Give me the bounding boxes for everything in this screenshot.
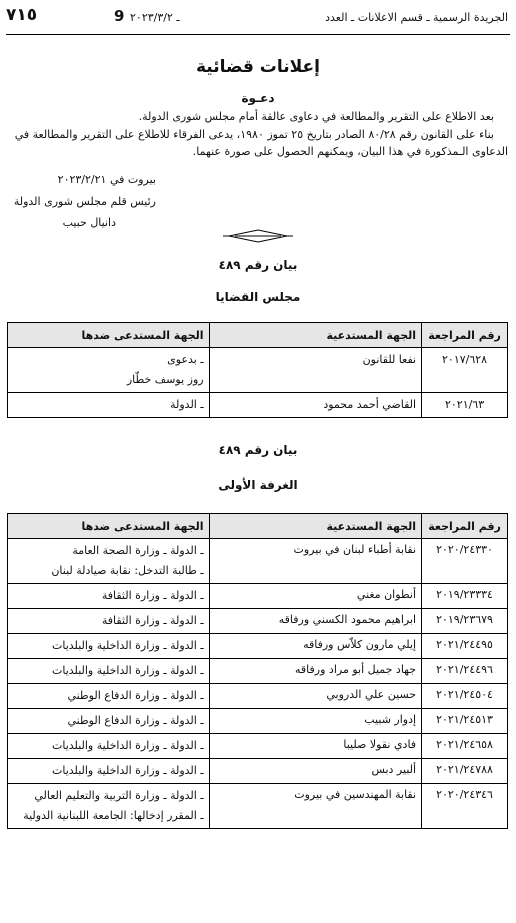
plaintiff-cell: فادي نقولا صليبا bbox=[209, 734, 422, 759]
ref-cell: ٢٠٢١/٦٣ bbox=[422, 393, 508, 418]
defendant-cell bbox=[8, 584, 210, 609]
plaintiff-cell: جهاد جميل أبو مراد ورفاقه bbox=[209, 659, 422, 684]
table-row bbox=[8, 734, 508, 759]
defendant-line: ـ بدعوى bbox=[167, 353, 204, 366]
column-header-ref: رقم المراجعة bbox=[422, 514, 508, 539]
notice-place-date: بيروت في ٢٠٢٣/٢/٢١ bbox=[57, 173, 156, 186]
statement-1-section: مجلس القضايا bbox=[215, 290, 301, 304]
defendant-line: ـ الدولة bbox=[170, 398, 204, 411]
ref-cell: ٢٠٢٠/٢٤٣٣٠ bbox=[422, 539, 508, 584]
plaintiff-cell: نفعا للقانون bbox=[209, 348, 422, 393]
page-header bbox=[6, 5, 510, 30]
table-row bbox=[8, 634, 508, 659]
ref-cell: ٢٠١٧/٦٢٨ bbox=[422, 348, 508, 393]
notice-paragraph-2: بناء على القانون رقم ٨٠/٢٨ الصادر بتاريخ ٢٥ تموز ١٩٨٠، يدعى الفرقاء للاطلاع على التقرير والمطالعة في الدعاوى الـمذكورة في هذا البيان، ويمكنهم الحصول على صورة عنهما. bbox=[14, 128, 508, 158]
defendant-cell bbox=[8, 709, 210, 734]
page-number: ٧١٥ bbox=[6, 5, 38, 25]
defendant-line: ـ الدولة ـ وزارة الدفاع الوطني bbox=[67, 714, 204, 727]
plaintiff-cell: نقابة أطباء لبنان في بيروت bbox=[209, 539, 422, 584]
defendant-cell bbox=[8, 784, 210, 829]
plaintiff-cell: حسين علي الدروبي bbox=[209, 684, 422, 709]
defendant-cell bbox=[8, 659, 210, 684]
table-row bbox=[8, 684, 508, 709]
ref-cell: ٢٠٢٠/٢٤٣٤٦ bbox=[422, 784, 508, 829]
column-header-plaintiff: الجهة المستدعية bbox=[209, 323, 422, 348]
table-row bbox=[8, 709, 508, 734]
column-header-plaintiff: الجهة المستدعية bbox=[209, 514, 422, 539]
signatory-name: دانيال حبيب bbox=[62, 216, 116, 229]
ref-cell: ٢٠٢١/٢٤٧٨٨ bbox=[422, 759, 508, 784]
header-gazette-text: الجريدة الرسمية ـ قسم الاعلانات ـ العدد bbox=[325, 11, 508, 24]
ref-cell: ٢٠١٩/٢٣٣٣٤ bbox=[422, 584, 508, 609]
defendant-cell bbox=[8, 634, 210, 659]
ref-cell: ٢٠٢١/٢٤٥٠٤ bbox=[422, 684, 508, 709]
ref-cell: ٢٠٢١/٢٤٤٩٥ bbox=[422, 634, 508, 659]
column-header-ref: رقم المراجعة bbox=[422, 323, 508, 348]
table-header-row bbox=[8, 514, 508, 539]
defendant-line: ـ الدولة ـ وزارة التربية والتعليم العالي bbox=[34, 789, 204, 802]
defendant-cell bbox=[8, 393, 210, 418]
statement-2-section: الغرفة الأولى bbox=[218, 478, 298, 492]
notice-heading: دعـوة bbox=[241, 91, 275, 105]
table-row bbox=[8, 348, 508, 393]
column-header-defendant: الجهة المستدعى ضدها bbox=[8, 323, 210, 348]
plaintiff-cell: نقابة المهندسين في بيروت bbox=[209, 784, 422, 829]
statement-1-table bbox=[7, 322, 508, 418]
defendant-cell bbox=[8, 734, 210, 759]
table-row bbox=[8, 393, 508, 418]
plaintiff-cell: ابراهيم محمود الكسني ورفاقه bbox=[209, 609, 422, 634]
plaintiff-cell: ألبير دبس bbox=[209, 759, 422, 784]
table-header-row bbox=[8, 323, 508, 348]
section-divider-ornament bbox=[0, 229, 516, 249]
table-row bbox=[8, 784, 508, 829]
defendant-cell bbox=[8, 684, 210, 709]
defendant-line: ـ الدولة ـ وزارة الصحة العامة bbox=[72, 544, 204, 557]
defendant-line: ـ الدولة ـ وزارة الثقافة bbox=[101, 589, 204, 602]
statement-2-table bbox=[7, 513, 508, 829]
signatory-title: رئيس قلم مجلس شورى الدولة bbox=[13, 195, 156, 208]
defendant-line: ـ طالبة التدخل: نقابة صيادلة لبنان bbox=[51, 564, 204, 577]
plaintiff-cell: إدوار شبيب bbox=[209, 709, 422, 734]
statement-1-title: بيان رقم ٤٨٩ bbox=[218, 258, 298, 272]
ref-cell: ٢٠٢١/٢٤٥١٣ bbox=[422, 709, 508, 734]
statement-2-title: بيان رقم ٤٨٩ bbox=[218, 443, 298, 457]
table-row bbox=[8, 539, 508, 584]
defendant-line: ـ الدولة ـ وزارة الدفاع الوطني bbox=[67, 689, 204, 702]
table-row bbox=[8, 609, 508, 634]
plaintiff-cell: أنطوان مغني bbox=[209, 584, 422, 609]
plaintiff-cell: القاضي أحمد محمود bbox=[209, 393, 422, 418]
plaintiff-cell: إيلي مارون كلاّس ورفاقه bbox=[209, 634, 422, 659]
defendant-line: ـ الدولة ـ وزارة الداخلية والبلديات bbox=[52, 764, 204, 777]
header-rule bbox=[6, 34, 510, 35]
defendant-line: ـ المقرر إدخالها: الجامعة اللبنانية الدولية bbox=[23, 809, 204, 822]
defendant-line: ـ الدولة ـ وزارة الثقافة bbox=[101, 614, 204, 627]
defendant-cell bbox=[8, 759, 210, 784]
defendant-line: ـ الدولة ـ وزارة الداخلية والبلديات bbox=[52, 639, 204, 652]
notice-paragraph-1: بعد الاطلاع على التقرير والمطالعة في دعاوى عالقة أمام مجلس شورى الدولة. bbox=[138, 110, 494, 123]
ref-cell: ٢٠١٩/٢٣٦٧٩ bbox=[422, 609, 508, 634]
ref-cell: ٢٠٢١/٢٤٦٥٨ bbox=[422, 734, 508, 759]
page-title: إعلانات قضائية bbox=[195, 57, 320, 77]
defendant-line: ـ الدولة ـ وزارة الداخلية والبلديات bbox=[52, 739, 204, 752]
defendant-line: روز يوسف خطّار bbox=[126, 373, 204, 386]
defendant-cell bbox=[8, 609, 210, 634]
table-row bbox=[8, 659, 508, 684]
defendant-line: ـ الدولة ـ وزارة الداخلية والبلديات bbox=[52, 664, 204, 677]
ref-cell: ٢٠٢١/٢٤٤٩٦ bbox=[422, 659, 508, 684]
defendant-cell bbox=[8, 348, 210, 393]
column-header-defendant: الجهة المستدعى ضدها bbox=[8, 514, 210, 539]
table-row bbox=[8, 759, 508, 784]
defendant-cell bbox=[8, 539, 210, 584]
table-row bbox=[8, 584, 508, 609]
header-issue-number: 9 bbox=[114, 7, 125, 25]
header-date: ـ ٢٠٢٣/٣/٢ bbox=[130, 11, 180, 24]
